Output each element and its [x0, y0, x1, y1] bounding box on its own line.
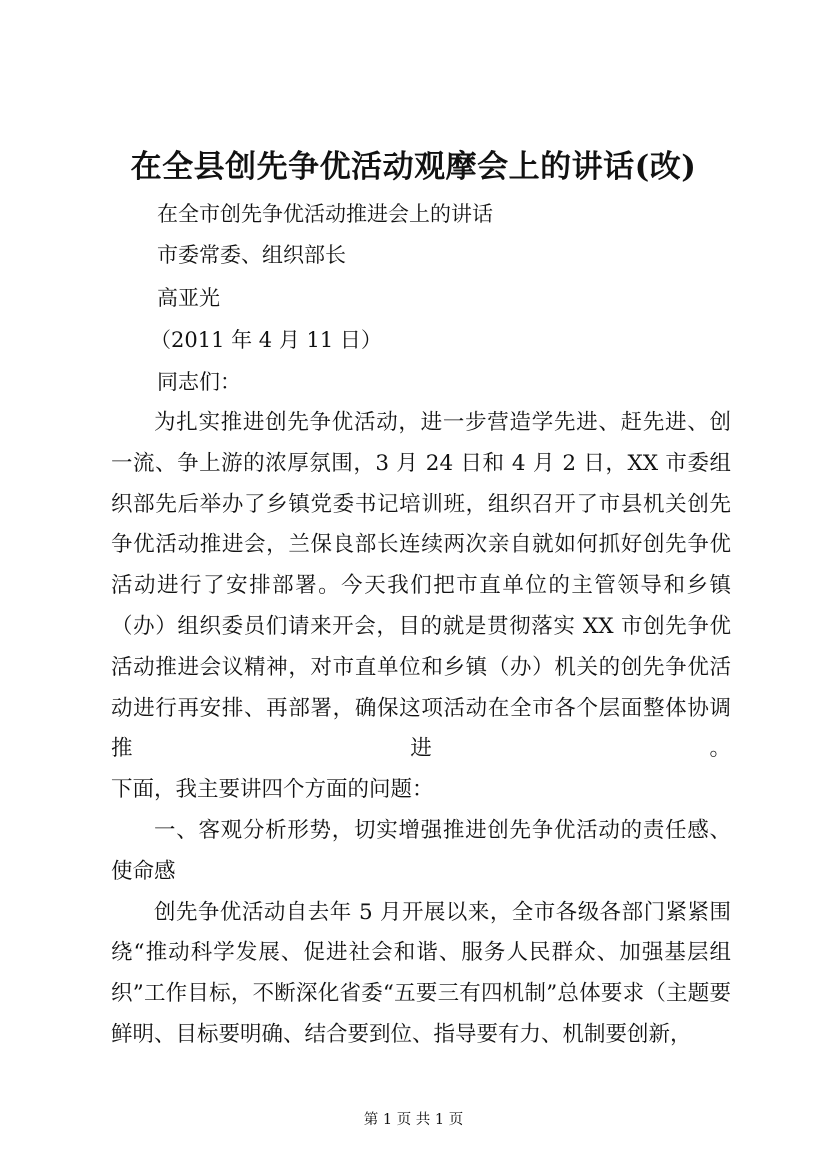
document-title: 在全县创先争优活动观摩会上的讲话(改) [130, 149, 697, 185]
body-text [111, 403, 731, 1056]
paragraph-2: 下面，我主要讲四个方面的问题： [111, 777, 434, 803]
section-heading-1: 一、客观分析形势，切实增强推进创先争优活动的责任感、使命感 [111, 817, 731, 884]
paragraph-3: 创先争优活动自去年 5 月开展以来，全市各级各部门紧紧围绕“推动科学发展、促进社会和谐、服务人民群众、加强基层组织”工作目标，不断深化省委“五要三有四机制”总体要求（主题要鲜明、目标要明确、结合要到位、指导要有力、机制要创新， [111, 899, 731, 1047]
page-footer: 第 1 页 共 1 页 [363, 1112, 464, 1128]
speech-subtitle: 在全市创先争优活动推进会上的讲话 [157, 202, 493, 226]
speaker-name: 高亚光 [157, 286, 220, 310]
paragraph-1: 为扎实推进创先争优活动，进一步营造学先进、赶先进、创一流、争上游的浓厚氛围，3 月 24 日和 4 月 2 日，XX 市委组织部先后举办了乡镇党委书记培训班，组织召开了市县机关创先争优活动推进会，兰保良部长连续两次亲自就如何抓好创先争优活动进行了安排部署。今天我们把市直单位的主管领导和乡镇（办）组织委员们请来开会，目的就是贯彻落实 XX 市创先争优活动推进会议精神，对市直单位和乡镇（办）机关的创先争优活动进行再安排、再部署，确保这项活动在全市各个层面整体协调推进。 [111, 410, 731, 762]
speech-date: （2011 年 4 月 11 日） [150, 328, 382, 352]
speaker-role: 市委常委、组织部长 [157, 243, 346, 267]
salutation: 同志们： [157, 370, 241, 394]
